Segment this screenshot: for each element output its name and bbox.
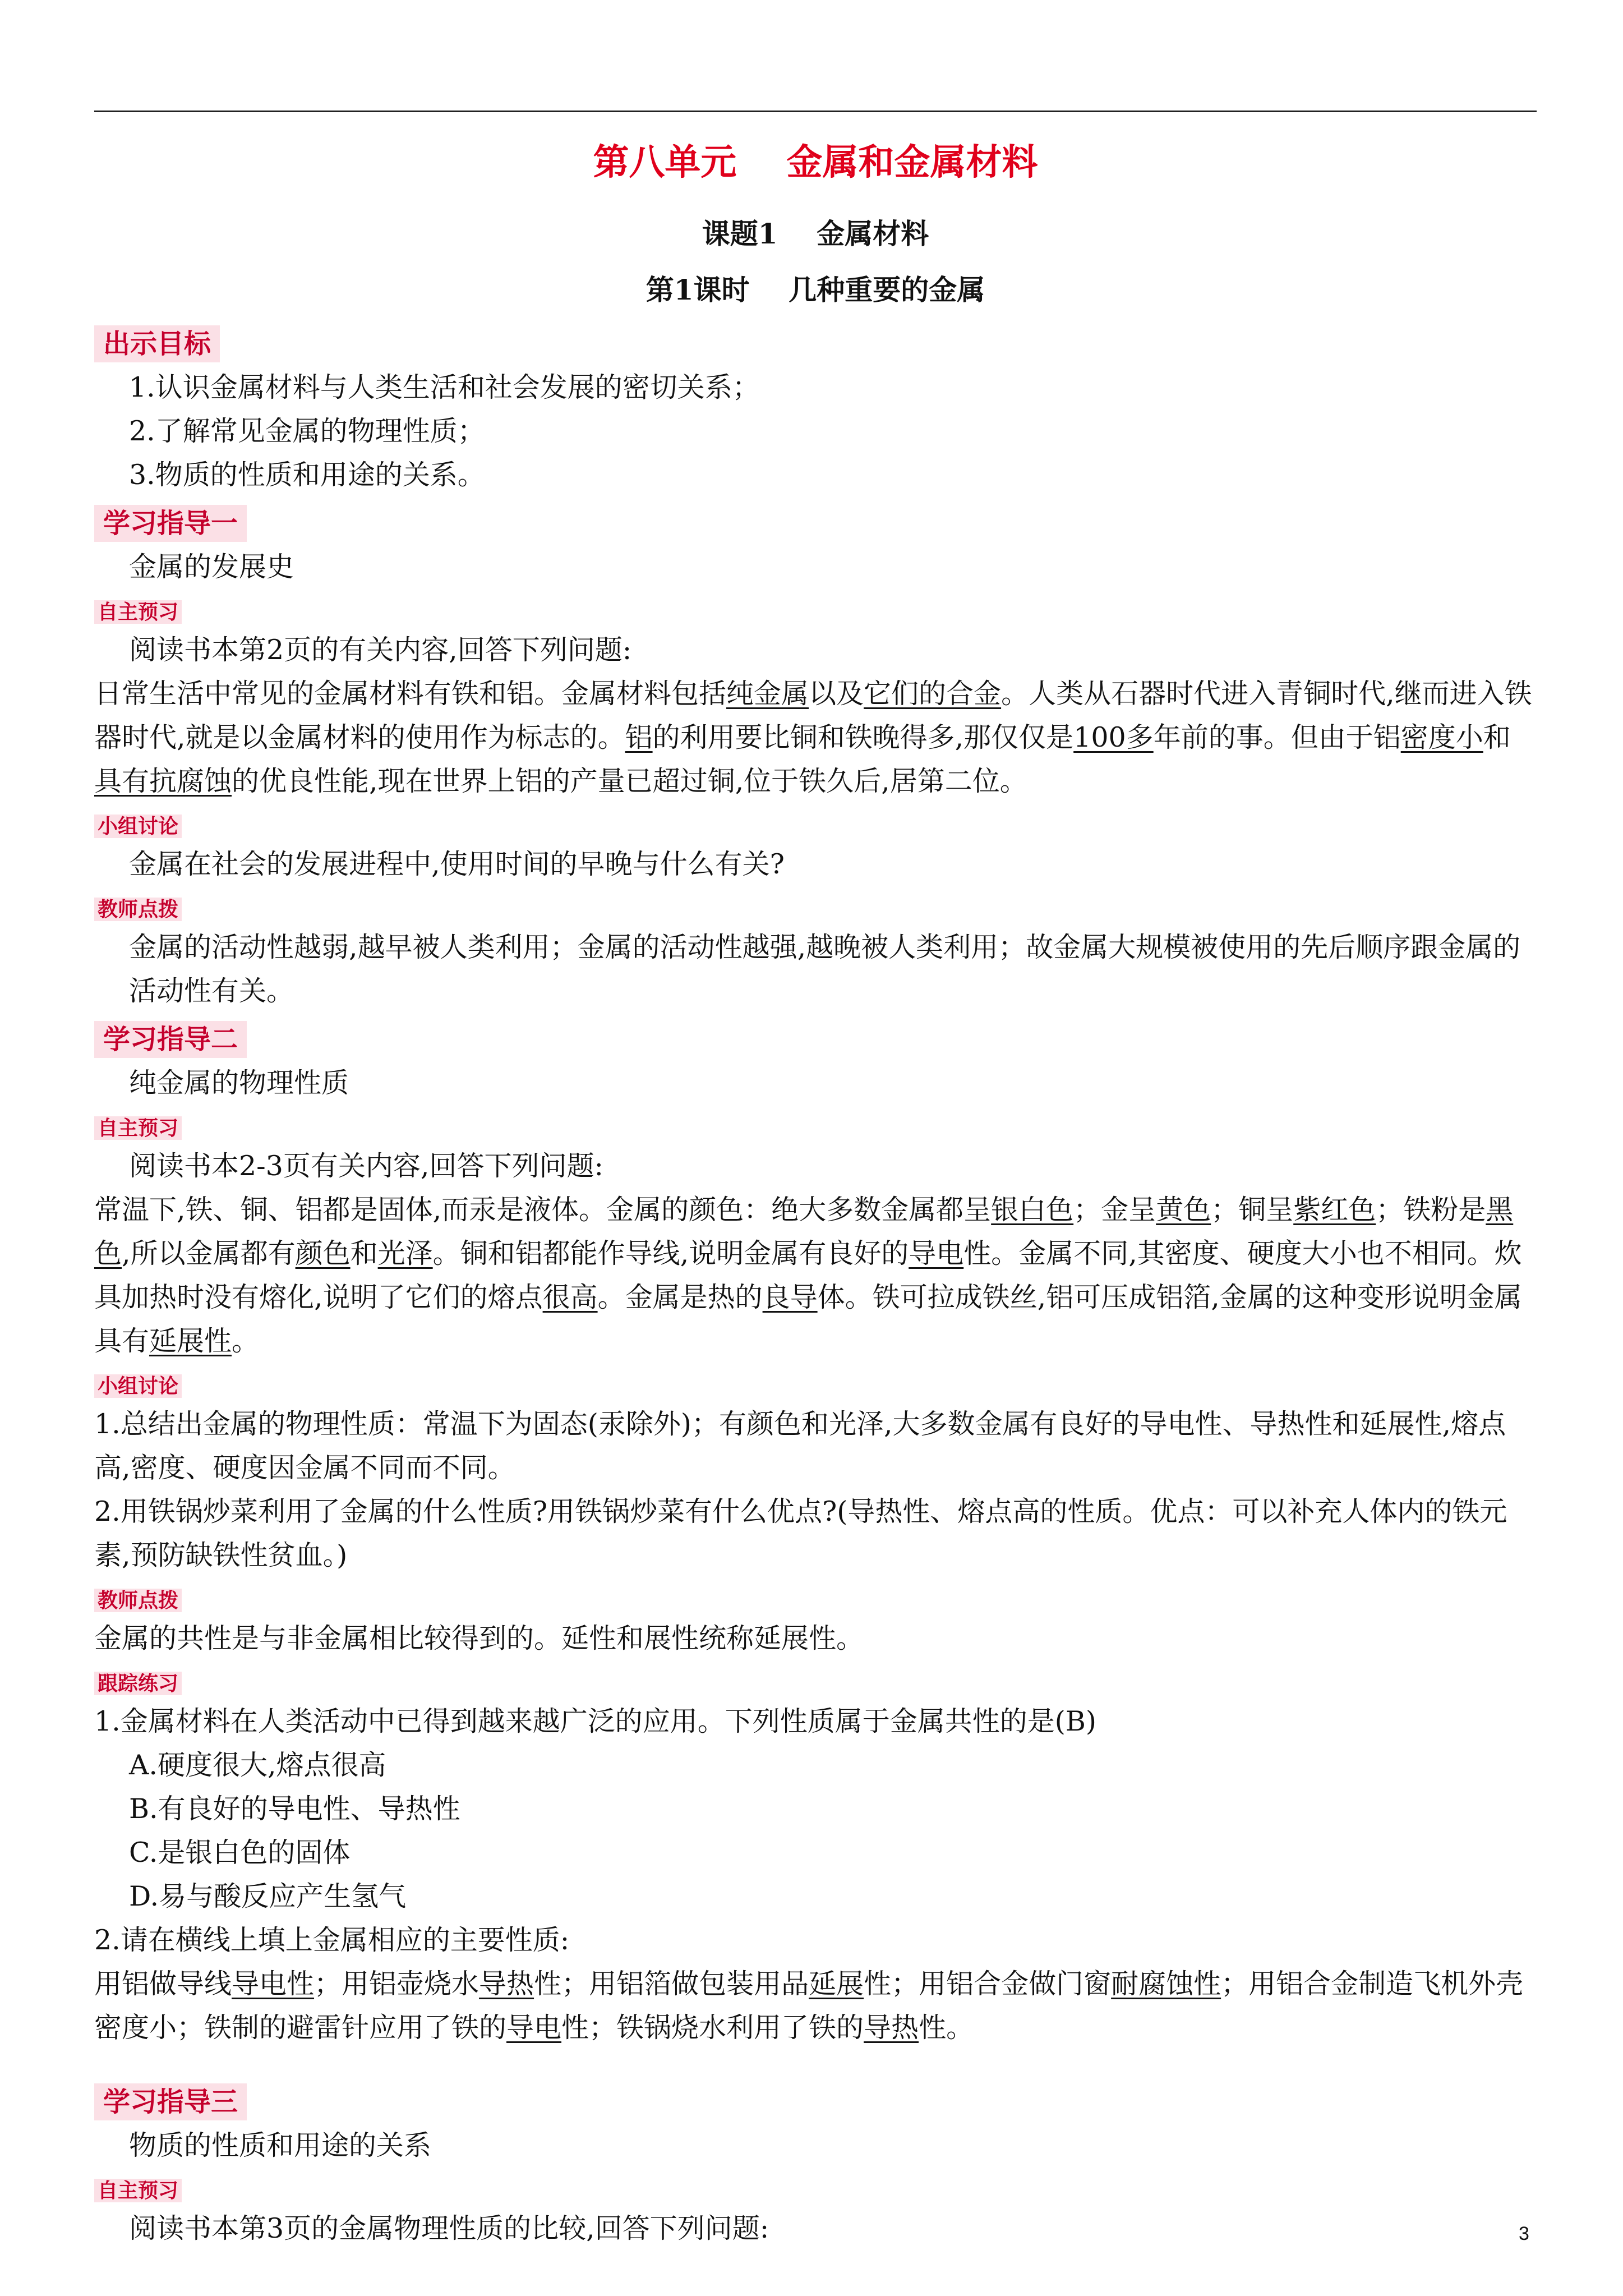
blank-answer: 光泽	[377, 1237, 433, 1269]
practice-question-2: 2.请在横线上填上金属相应的主要性质:	[94, 1924, 570, 1956]
discussion-tag: 小组讨论	[94, 1370, 1537, 1402]
blank-answer: 耐腐蚀性	[1111, 1968, 1221, 2000]
guide-1-paragraph: 日常生活中常见的金属材料有铁和铝。金属材料包括纯金属以及它们的合金。人类从石器时代进入青铜时代,继而进入铁器时代,就是以金属材料的使用作为标志的。铝的利用要比铜和铁晚得多,那仅仅是100多年前的事。但由于铝密度小和具有抗腐蚀的优良性能,现在世界上铝的产量已超过铜,位于铁久后,居第二位。	[94, 678, 1532, 797]
teacher-tag: 教师点拨	[94, 893, 1537, 926]
blank-answer: 纯金属	[726, 678, 809, 710]
blank-answer: 良导	[762, 1281, 818, 1313]
blank-answer: 黄色	[1156, 1194, 1211, 1226]
blank-answer: 具有抗腐蚀	[94, 765, 232, 797]
blank-answer: 导热	[864, 2012, 919, 2044]
teacher-note: 金属的活动性越弱,越早被人类利用；金属的活动性越强,越晚被人类利用；故金属大规模被使用的先后顺序跟金属的活动性有关。	[129, 931, 1521, 1007]
blank-answer: 铝	[625, 721, 653, 753]
section-label-guide-3: 学习指导三	[94, 2083, 247, 2120]
blank-answer: 很高	[542, 1281, 598, 1313]
discussion-answer-2: 2.用铁锅炒菜利用了金属的什么性质?用铁锅炒菜有什么优点?(导热性、熔点高的性质。优点：可以补充人体内的铁元素,预防缺铁性贫血。)	[94, 1496, 1507, 1571]
section-label-guide-2: 学习指导二	[94, 1021, 247, 1058]
blank-answer: 导电性	[232, 1968, 315, 2000]
discussion-answer-1: 1.总结出金属的物理性质：常温下为固态(汞除外)；有颜色和光泽,大多数金属有良好的导电性、导热性和延展性,熔点高,密度、硬度因金属不同而不同。	[94, 1408, 1506, 1484]
preview-tag: 自主预习	[94, 596, 1537, 628]
practice-question-2-body: 用铝做导线导电性；用铝壶烧水导热性；用铝箔做包装用品延展性；用铝合金做门窗耐腐蚀性；用铝合金制造飞机外壳密度小；铁制的避雷针应用了铁的导电性；铁锅烧水利用了铁的导热性。	[94, 1968, 1524, 2044]
blank-answer: 紫红色	[1293, 1194, 1376, 1226]
preview-intro: 阅读书本第2页的有关内容,回答下列问题:	[129, 634, 632, 666]
discussion-tag: 小组讨论	[94, 810, 1537, 843]
discussion-question: 金属在社会的发展进程中,使用时间的早晚与什么有关?	[129, 848, 785, 880]
preview-intro: 阅读书本第3页的金属物理性质的比较,回答下列问题:	[129, 2212, 769, 2244]
option-d: D.易与酸反应产生氢气	[129, 1880, 407, 1912]
blank-answer: 延展	[809, 1968, 864, 2000]
guide-2-topic: 纯金属的物理性质	[129, 1067, 349, 1099]
worksheet-page	[94, 128, 1537, 2251]
spacer	[94, 2050, 1537, 2081]
goal-item: 2.了解常见金属的物理性质；	[129, 415, 485, 447]
blank-answer: 密度小	[1400, 721, 1483, 753]
blank-answer: 延展性	[149, 1325, 232, 1357]
blank-answer: 黑色	[94, 1194, 1514, 1269]
section-label-goals: 出示目标	[94, 325, 220, 362]
blank-answer: 导热	[479, 1968, 534, 2000]
blank-answer: 导电	[506, 2012, 562, 2044]
teacher-tag: 教师点拨	[94, 1584, 1537, 1617]
practice-tag: 跟踪练习	[94, 1667, 1537, 1700]
blank-answer: 它们的合金	[864, 678, 1002, 710]
section-label-guide-1: 学习指导一	[94, 505, 247, 542]
goal-item: 1.认识金属材料与人类生活和社会发展的密切关系；	[129, 371, 760, 403]
preview-tag: 自主预习	[94, 2174, 1537, 2207]
topic-title: 课题1 金属材料	[702, 217, 929, 250]
blank-answer: 导电	[909, 1237, 964, 1269]
preview-tag: 自主预习	[94, 1112, 1537, 1144]
blank-answer: 100多	[1073, 721, 1154, 753]
lesson-title: 第1课时 几种重要的金属	[645, 273, 985, 306]
practice-question-1: 1.金属材料在人类活动中已得到越来越广泛的应用。下列性质属于金属共性的是(B)	[94, 1705, 1096, 1737]
option-c: C.是银白色的固体	[129, 1837, 351, 1869]
guide-3-topic: 物质的性质和用途的关系	[129, 2129, 432, 2161]
blank-answer: 颜色	[295, 1237, 351, 1269]
blank-answer: 银白色	[991, 1194, 1074, 1226]
guide-1-topic: 金属的发展史	[129, 551, 294, 583]
goal-item: 3.物质的性质和用途的关系。	[129, 459, 485, 491]
option-b: B.有良好的导电性、导热性	[129, 1793, 460, 1825]
preview-intro: 阅读书本2-3页有关内容,回答下列问题:	[129, 1150, 603, 1182]
guide-2-paragraph: 常温下,铁、铜、铝都是固体,而汞是液体。金属的颜色：绝大多数金属都呈银白色；金呈黄色；铜呈紫红色；铁粉是黑色,所以金属都有颜色和光泽。铜和铝都能作导线,说明金属有良好的导电性。金属不同,其密度、硬度大小也不相同。炊具加热时没有熔化,说明了它们的熔点很高。金属是热的良导体。铁可拉成铁丝,铝可压成铝箔,金属的这种变形说明金属具有延展性。	[94, 1194, 1522, 1357]
teacher-note: 金属的共性是与非金属相比较得到的。延性和展性统称延展性。	[94, 1622, 864, 1654]
unit-title: 第八单元 金属和金属材料	[593, 141, 1038, 183]
option-a: A.硬度很大,熔点很高	[129, 1749, 386, 1781]
header-rule	[94, 111, 1537, 112]
page-number: 3	[1519, 2223, 1529, 2244]
